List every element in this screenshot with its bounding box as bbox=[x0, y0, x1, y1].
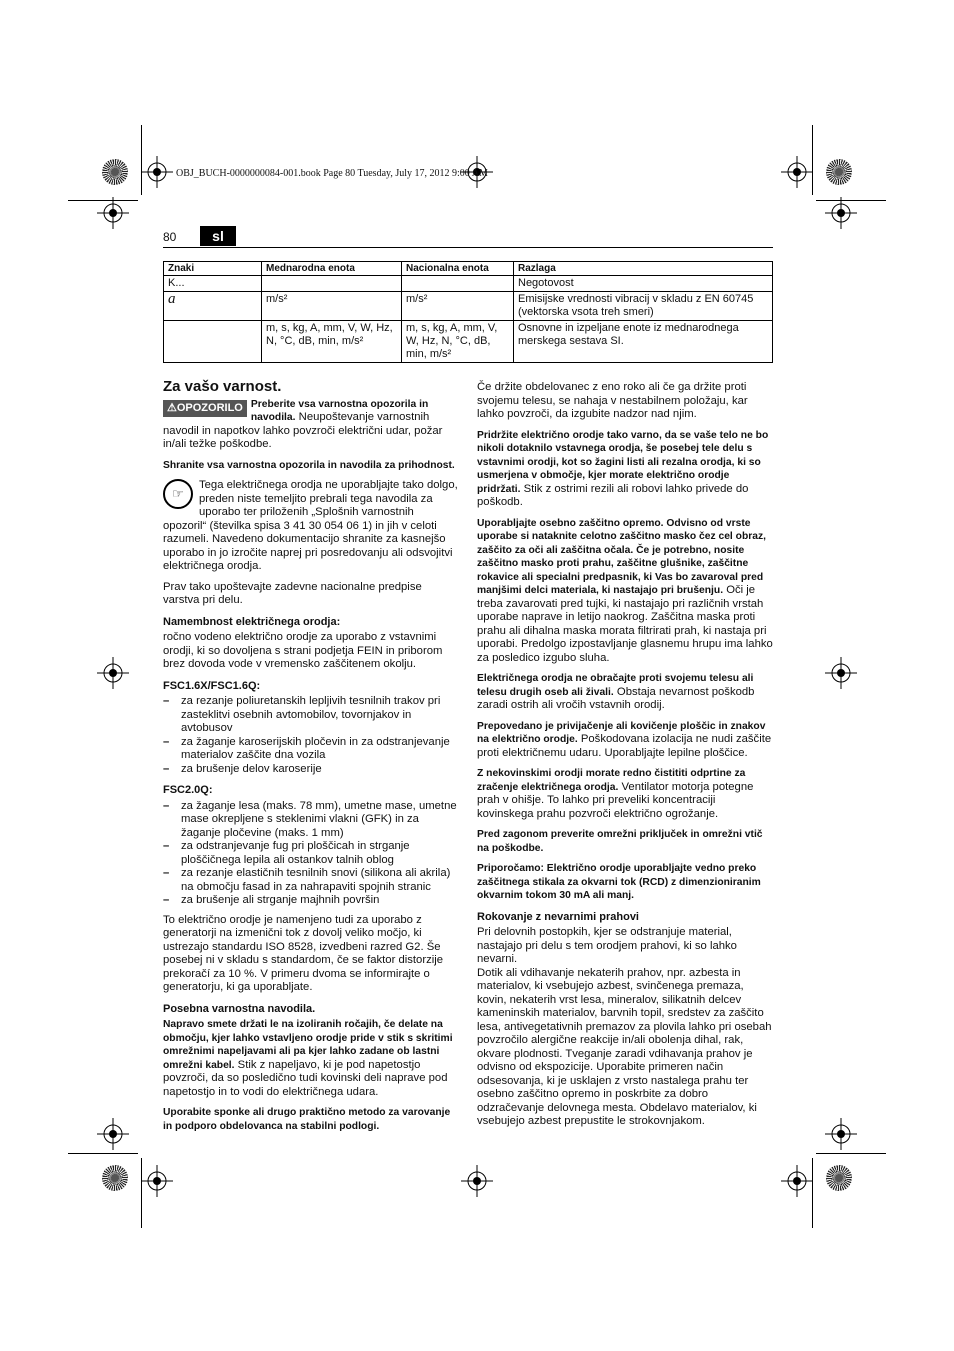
manual-text: Tega električnega orodja ne uporabljajte tako dolgo, preden niste temeljito prebrali tega navodila za uporabo ter priloženih „Splošnih varnostnih opozoril“ (številka spisa 3 41 30 054 06 1) in jih v celoti razumeli. Navedeno dokumentacijo shranite za kasnejšo uporabo in jo izročite naprej pri posredovanju ali odsvojitvi električnega orodja. bbox=[163, 479, 458, 572]
clamp-text: Uporabite sponke ali drugo praktično metodo za varovanje in podporo obdelovanca na stabilni podlogi. bbox=[163, 1107, 451, 1132]
registration-mark-icon bbox=[781, 156, 813, 188]
warning-text: Neupoštevanje varnostnih navodil in napotkov lahko povzroči električni udar, požar in/ali težke poškodbe. bbox=[163, 411, 443, 450]
body-text: Obstaja nevarnost poškodb zaradi ostrih ali vročih vstavnih orodij. bbox=[477, 685, 755, 711]
color-rosette-bottom-right bbox=[826, 1165, 852, 1191]
table-row bbox=[164, 321, 773, 363]
list-item: – za brušenje delov karoserije bbox=[163, 763, 459, 777]
crop-mark bbox=[68, 1153, 138, 1154]
body-bold-text: Električnega orodja ne obračajte proti svojemu telesu ali telesu drugih oseb ali živali. bbox=[477, 673, 754, 698]
plate-bold-text: Prepovedano je privijačenje ali kovičenje ploščic in znakov na električno orodje. bbox=[477, 720, 766, 745]
crop-mark bbox=[141, 1158, 142, 1228]
color-rosette-top-right bbox=[826, 159, 852, 185]
registration-mark-icon bbox=[97, 197, 129, 229]
left-column bbox=[163, 380, 459, 1140]
model1-heading: FSC1.6X/FSC1.6Q: bbox=[163, 679, 261, 692]
table-header-row bbox=[164, 262, 773, 276]
table-header: Nacionalna enota bbox=[402, 262, 514, 276]
table-row bbox=[164, 276, 773, 292]
warning-badge: ⚠OPOZORILO bbox=[163, 400, 247, 418]
registration-mark-icon bbox=[825, 657, 857, 689]
table-header: Znaki bbox=[164, 262, 262, 276]
table-cell: Osnovne in izpeljane enote iz mednarodnega merskega sestava SI. bbox=[514, 321, 773, 363]
section-title: Za vašo varnost. bbox=[163, 378, 282, 395]
purpose-heading: Namembnost električnega orodja: bbox=[163, 615, 341, 628]
registration-mark-icon bbox=[825, 197, 857, 229]
crop-mark bbox=[68, 200, 138, 201]
special-heading: Posebna varnostna navodila. bbox=[163, 1002, 316, 1015]
color-rosette-top-left bbox=[102, 159, 128, 185]
hold-paragraph bbox=[477, 429, 773, 510]
body-paragraph bbox=[477, 672, 773, 713]
list-item: – za odstranjevanje fug pri ploščicah in strganje ploščičnega lepila ali ostankov talnih oblog bbox=[163, 840, 459, 867]
registration-mark-icon bbox=[141, 1165, 173, 1197]
purpose-text: ročno vodeno električno orodje za uporabo z vstavnimi orodji, ki so dovoljena s strani podjetja FEIN in priborom brez dovoda vode v vremensko zaščitenem okolju. bbox=[163, 631, 443, 670]
table-cell: Emisijske vrednosti vibracij v skladu z EN 60745 (vektorska vsota treh smeri) bbox=[514, 292, 773, 321]
header-rule bbox=[163, 247, 773, 248]
grip-text: Stik z napeljavo, ki je pod napetostjo povzroči, da so posledično tudi kovinski deli naprave pod napetostjo in to vodi do električnega udara. bbox=[163, 1058, 448, 1098]
cable-check-text: Pred zagonom preverite omrežni priključek in omrežni vtič na poškodbe. bbox=[477, 829, 763, 854]
table-row bbox=[164, 292, 773, 321]
table-cell: K... bbox=[164, 276, 262, 292]
table-cell: m, s, kg, A, mm, V, W, Hz, N, °C, dB, min, m/s² bbox=[402, 321, 514, 363]
model2-list bbox=[163, 800, 459, 908]
dust-text-2: Dotik ali vdihavanje nekaterih prahov, npr. azbesta in materialov, ki vsebujejo azbest, svinčenega premaza, kovin, nekaterih vrst lesa, mineralov, silikatnih delcev kameninskih materialov, barvnih topil, sredstev za zaščito lesa, antivegetativnih premazov za plovila lahko pri osebah povzročilo alergične reakcije in/ali obolenja dihal, rak, okvare plodnosti. Tveganje zaradi vdihavanja prahov je odvisno od ekspozicije. Uporabite primeren način odsesovanja, ki je usklajen z vrsto nastalega prahu ter osebno zaščitno opremo in poskrbite za dobro odzračevanje delovnega mesta. Obdelavo materialov, ki vsebujejo azbest prepustite le strokovnjakom. bbox=[477, 966, 772, 1127]
registration-mark-icon bbox=[97, 1118, 129, 1150]
ppe-paragraph bbox=[477, 517, 773, 666]
registration-mark-icon bbox=[825, 1118, 857, 1150]
vent-bold-text: Z nekovinskimi orodji morate redno čistititi odprtine za zračenje električnega orodja. bbox=[477, 768, 746, 793]
manual-paragraph bbox=[163, 479, 459, 574]
table-cell: a bbox=[164, 292, 262, 321]
crop-mark bbox=[816, 200, 886, 201]
ppe-bold-text: Uporabljajte osebno zaščitno opremo. Odvisno od vrste uporabe si nataknite celotno zaščitno masko čez cel obraz, zaščito za oči ali zaščitna očala. Če je potrebno, nosite zaščitno masko proti prahu, zaščitne glušnike, zaščitne rokavice ali specialni predpasnik, ki Vas bo zavaroval pred manjšimi delci materiala, ki nastajajo pri brušenju. bbox=[477, 517, 766, 596]
list-item: – za rezanje poliuretanskih lepljivih tesnilnih trakov pri zasteklitvi osebnih avtomobilov, tovornjakov in avtobusov bbox=[163, 695, 459, 736]
list-item: – za žaganje karoserijskih pločevin in za odstranjevanje materialov zaščite dna vozila bbox=[163, 736, 459, 763]
registration-mark-icon bbox=[461, 1165, 493, 1197]
plate-text: Poškodovana izolacija ne nudi zaščite proti električnemu udaru. Uporabljajte lepilne ploščice. bbox=[477, 733, 772, 759]
crop-mark bbox=[141, 125, 142, 195]
vent-text: Ventilator motorja potegne prah v ohišje. To lahko pri preveliki koncentraciji kovinskega prahu pozvroči električno ogrožanje. bbox=[477, 780, 754, 820]
hold-bold-text: Pridržite električno orodje tako varno, da se vaše telo ne bo nikoli dotaknilo vstavnega orodja, še posebej tele delu s vstavnimi orodji, kot so žagini listi ali rezalna orodja, ki so usmerjena v območje, kjer morate električno orodje pridržati. bbox=[477, 429, 769, 495]
warning-bold-text: Preberite vsa varnostna opozorila in navodila. bbox=[250, 398, 429, 423]
registration-mark-icon bbox=[97, 657, 129, 689]
crop-mark bbox=[812, 1158, 813, 1228]
list-item: – za rezanje elastičnih tesnilnih snovi (silikona ali akrila) na območju fasad in za nahrapaviti spojnih stranic bbox=[163, 867, 459, 894]
table-header: Razlaga bbox=[514, 262, 773, 276]
table-cell bbox=[164, 321, 262, 363]
hold-tail-text: Stik z ostrimi rezili ali robovi lahko privede do poškodb. bbox=[477, 482, 749, 508]
page-number: 80 bbox=[163, 230, 177, 244]
grip-bold-text: Napravo smete držati le na izoliranih ročajih, če delate na območju, kjer lahko vstavljeno orodje pride v stik s skritimi omrežnimi napeljavami ali pa kjer lahko zadane ob lastni omrežni kabel. bbox=[163, 1019, 453, 1071]
model1-list bbox=[163, 695, 459, 776]
table-cell: Negotovost bbox=[514, 276, 773, 292]
registration-mark-icon bbox=[141, 156, 173, 188]
dust-heading: Rokovanje z nevarnimi prahovi bbox=[477, 910, 639, 923]
model2-heading: FSC2.0Q: bbox=[163, 784, 213, 796]
table-cell: m/s² bbox=[402, 292, 514, 321]
color-rosette-bottom-left bbox=[102, 1165, 128, 1191]
table-cell: m/s² bbox=[262, 292, 402, 321]
rcd-text: Priporočamo: Električno orodje uporabljajte vedno preko zaščitnega stikala za okvarni tok (RCD) z dimenzioniranim okvarnim tokom 30 mA ali manj. bbox=[477, 863, 761, 901]
crop-mark bbox=[816, 1153, 886, 1154]
list-item: – za žaganje lesa (maks. 78 mm), umetne mase, umetne mase okrepljene s steklenimi vlakni (GFK) in za žaganje pločevine (maks. 1 mm) bbox=[163, 800, 459, 841]
file-info-line: OBJ_BUCH-0000000084-001.book Page 80 Tuesday, July 17, 2012 9:00 AM bbox=[176, 168, 488, 179]
registration-mark-icon bbox=[781, 1165, 813, 1197]
keep-instructions-text: Shranite vsa varnostna opozorila in navodila za prihodnost. bbox=[163, 459, 455, 471]
generator-text: To električno orodje je namenjeno tudi za uporabo z generatorji na izmenični tok z dovolj veliko močjo, ki ustrezajo standardu ISO 8528, izvedbeni razred G2. Še posebej ni v skladu s standardom, če se faktor distorzije prekoračí za 10 %. V primeru dvoma se informirajte o generatorju, ki ga uporabljate. bbox=[163, 913, 444, 993]
right-column bbox=[477, 381, 773, 1136]
units-table bbox=[163, 261, 773, 363]
table-cell: m, s, kg, A, mm, V, W, Hz, N, °C, dB, min, m/s² bbox=[262, 321, 402, 363]
list-item: – za brušenje ali strganje majhnih površin bbox=[163, 894, 459, 908]
table-cell bbox=[402, 276, 514, 292]
dust-text-1: Pri delovnih postopkih, kjer se odstranjuje material, nastajajo pri delu s tem orodjem prahovi, ki so lahko nevarni. bbox=[477, 926, 737, 965]
hold-text: Če držite obdelovanec z eno roko ali če ga držite proti svojemu telesu, se nahaja v nestabilnem položaju, kar lahko povzroči, da izgubite nadzor nad njim. bbox=[477, 381, 748, 420]
warning-paragraph bbox=[163, 398, 459, 452]
language-tab: sl bbox=[200, 226, 236, 246]
vent-paragraph bbox=[477, 767, 773, 821]
grip-paragraph bbox=[163, 1018, 459, 1099]
national-rules-text: Prav tako upoštevajte zadevne nacionalne predpise varstva pri delu. bbox=[163, 580, 422, 606]
read-manual-icon: ☞ bbox=[163, 479, 193, 509]
table-header: Mednarodna enota bbox=[262, 262, 402, 276]
table-cell bbox=[262, 276, 402, 292]
crop-mark bbox=[812, 125, 813, 195]
ppe-text: Oči je treba zavarovati pred tujki, ki nastajajo pri različnih vrstah uporabe naprave in letijo naokrog. Zaščitna maska proti prahu ali dihalna maska morata filtrirati prah, ki nastaja pri uporabi. Predolgo izpostavljanje glasnemu hrupu ima lahko za posledico izgubo sluha. bbox=[477, 584, 773, 664]
plate-paragraph bbox=[477, 720, 773, 761]
